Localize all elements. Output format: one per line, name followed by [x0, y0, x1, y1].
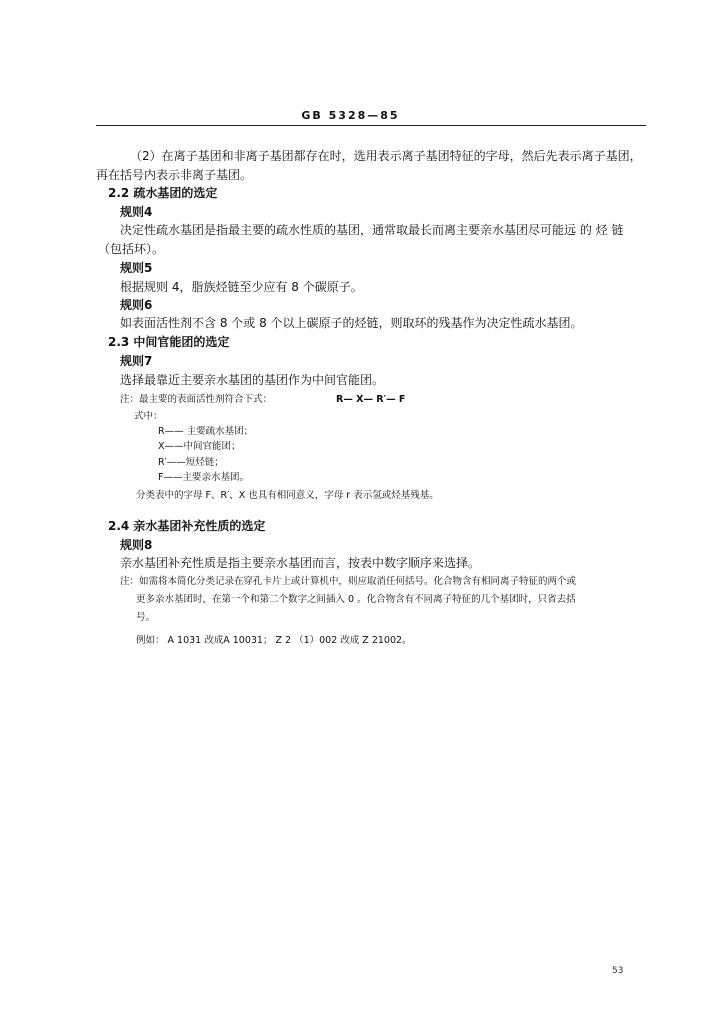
paragraph-line: 亲水基团补充性质是指主要亲水基团而言，按表中数字顺序来选择。 — [120, 556, 481, 570]
header-rule — [96, 125, 646, 126]
paragraph-line: （2）在离子基团和非离子基团都存在时，选用表示离子基团特征的字母，然后先表示离子基团， — [130, 149, 642, 163]
paragraph-line: （包括环）。 — [98, 242, 165, 256]
note-line: 号。 — [136, 612, 156, 623]
rule-label: 规则4 — [120, 205, 153, 219]
standard-code-header: GB 5328—85 — [301, 109, 400, 122]
note-line: 注：如需将本简化分类记录在穿孔卡片上或计算机中，则应取消任何括号。化合物含有相同离子特征的两个或 — [120, 576, 577, 587]
rule-label: 规则6 — [120, 298, 153, 312]
section-heading: 2.2 疏水基团的选定 — [108, 186, 218, 200]
rule-label: 规则5 — [120, 261, 153, 275]
note-definition: F——主要亲水基团。 — [158, 472, 249, 483]
note-formula: R— X— R′— F — [336, 394, 406, 405]
rule-label: 规则8 — [120, 538, 153, 552]
note-text: 注：最主要的表面活性剂符合下式： — [120, 394, 273, 405]
section-heading: 2.4 亲水基团补充性质的选定 — [108, 519, 266, 533]
paragraph-line: 选择最靠近主要亲水基团的基团作为中间官能团。 — [120, 373, 385, 387]
section-heading: 2.3 中间官能团的选定 — [108, 335, 230, 349]
paragraph-line: 再在括号内表示非离子基团。 — [96, 168, 253, 182]
note-line: 更多亲水基团时，在第一个和第二个数字之间插入 0 。化合物含有不同离子特征的几个基团时，只省去括 — [136, 594, 576, 605]
rule-label: 规则7 — [120, 354, 153, 368]
note-definition: R′——短烃链； — [158, 457, 224, 468]
page-number: 53 — [612, 966, 624, 976]
example-line: 例如： A 1031 改成A 10031； Z 2 （1）002 改成 Z 21002。 — [136, 635, 412, 646]
note-tail: 分类表中的字母 F、R′、X 也具有相同意义，字母 r 表示氢或烃基残基。 — [136, 490, 439, 501]
note-definition: R—— 主要疏水基团； — [158, 426, 254, 437]
paragraph-line: 决定性疏水基团是指最主要的疏水性质的基团，通常取最长而离主要亲水基团尽可能远 的 烃 链 — [120, 223, 624, 237]
note-where: 式中： — [134, 411, 163, 422]
paragraph-line: 如表面活性剂不含 8 个或 8 个以上碳原子的烃链，则取环的残基作为决定性疏水基团。 — [120, 316, 583, 330]
note-definition: X——中间官能团； — [158, 441, 241, 452]
paragraph-line: 根据规则 4，脂族烃链至少应有 8 个碳原子。 — [120, 280, 363, 294]
